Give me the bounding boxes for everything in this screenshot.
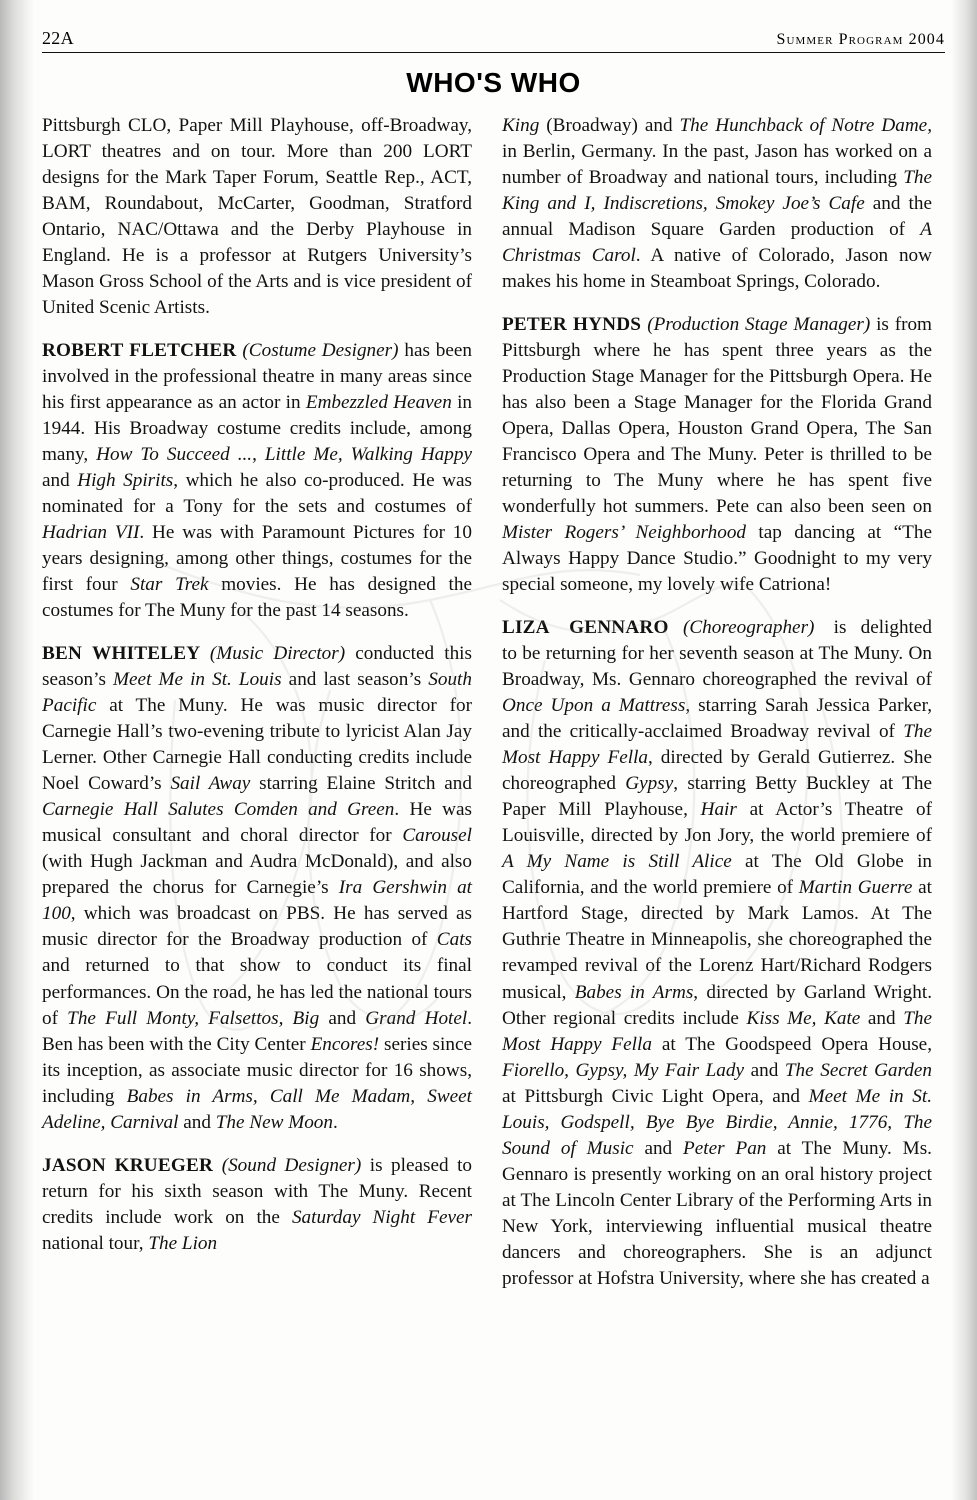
body-text: . bbox=[333, 1111, 338, 1133]
title-italic: Meet Me in St. Louis bbox=[113, 669, 282, 691]
body-text: series since its inception, as associate music director for 16 shows, including bbox=[42, 1033, 472, 1107]
title-italic: Gypsy bbox=[625, 773, 674, 795]
person-name: ROBERT FLETCHER bbox=[42, 340, 243, 362]
person-name: LIZA GENNARO bbox=[502, 617, 683, 639]
body-text: and last season’s bbox=[281, 669, 429, 691]
body-text: , which was broadcast on PBS. He has served as music director for the Broadway production of bbox=[42, 903, 472, 951]
bio-paragraph bbox=[502, 615, 932, 1291]
body-text: , directed by Garland Wright. Other regional credits include bbox=[502, 981, 932, 1029]
title-italic: Hair bbox=[700, 799, 737, 821]
body-text: at Hartford Stage, directed by Mark Lamos. At The Guthrie Theatre in Minneapolis, she choreographed the revamped revival of the Lorenz Hart/Richard Rodgers musical, bbox=[502, 877, 932, 1003]
body-text: . He was musical consultant and choral director for bbox=[42, 799, 473, 847]
title-italic: Encores! bbox=[310, 1033, 380, 1055]
person-name: PETER HYNDS bbox=[502, 314, 648, 336]
title-italic: (Production Stage Manager) bbox=[647, 314, 871, 336]
title-italic: The King and I, Indiscretions, Smokey Joe’s Cafe bbox=[502, 167, 932, 215]
body-text: starring Elaine Stritch and bbox=[250, 773, 472, 795]
body-text: and bbox=[860, 1007, 904, 1029]
body-text: , directed by Gerald Gutierrez. She choreographed bbox=[502, 747, 932, 795]
title-italic: King bbox=[502, 115, 540, 136]
body-text: national tour, bbox=[42, 1232, 149, 1254]
title-italic: Carousel bbox=[402, 825, 472, 847]
title-italic: The New Moon bbox=[215, 1111, 333, 1133]
bio-paragraph bbox=[42, 338, 472, 624]
body-text: at The Muny. Ms. Gennaro is presently working on an oral history project at The Lincoln Center Library of the Performing Arts in New York, interviewing influential musical theatre dancers and choreographers. She is an adjunct professor at Hofstra University, where she has created a bbox=[502, 1137, 932, 1289]
bio-paragraph bbox=[42, 113, 472, 321]
body-text: and bbox=[319, 1007, 366, 1029]
running-head bbox=[42, 28, 945, 53]
title-italic: (Sound Designer) bbox=[221, 1154, 362, 1176]
two-column-body bbox=[42, 113, 945, 1292]
person-name: JASON KRUEGER bbox=[42, 1154, 222, 1176]
title-italic: Cats bbox=[436, 929, 472, 951]
title-italic: How To Succeed ... bbox=[96, 444, 253, 466]
title-italic: Mister Rogers’ Neighborhood bbox=[502, 522, 747, 544]
title-italic: A My Name is Still Alice bbox=[502, 851, 732, 873]
title-italic: Meet Me in St. Louis, Godspell, Bye Bye Birdie, Annie, 1776, The Sound of Music bbox=[502, 1085, 932, 1159]
body-text: (with Hugh Jackman and Audra McDonald), and also prepared the chorus for Carnegie’s bbox=[42, 851, 472, 899]
title-italic: Peter Pan bbox=[683, 1137, 767, 1159]
body-text: conducted this season’s bbox=[42, 643, 472, 691]
body-text: in Berlin, Germany. In the past, Jason has worked on a number of Broadway and national tours, including bbox=[502, 141, 932, 189]
title-italic: Babes in Arms bbox=[574, 981, 694, 1003]
title-italic: Grand Hotel bbox=[365, 1007, 468, 1029]
bio-paragraph bbox=[502, 312, 932, 598]
title-italic: Ira Gershwin at 100 bbox=[42, 877, 472, 925]
title-italic: The Most Happy Fella bbox=[502, 721, 932, 769]
bio-paragraph bbox=[42, 1153, 472, 1257]
column-left bbox=[42, 113, 472, 1257]
title-italic: Fiorello, Gypsy, My Fair Lady bbox=[502, 1059, 744, 1081]
page-title: WHO'S WHO bbox=[406, 67, 581, 98]
body-text: . A native of Colorado, Jason now makes his home in Steamboat Springs, Colorado. bbox=[502, 245, 932, 293]
issue-label: Summer Program 2004 bbox=[776, 31, 945, 48]
bio-paragraph bbox=[502, 113, 932, 295]
bio-paragraph bbox=[42, 641, 472, 1135]
title-italic: Kiss Me, Kate bbox=[746, 1007, 861, 1029]
title-italic: Hadrian VII bbox=[42, 522, 140, 544]
body-text: , starring Sarah Jessica Parker, and the critically-acclaimed Broadway revival of bbox=[502, 695, 932, 743]
page-number: 22A bbox=[42, 28, 74, 48]
body-text: at The Muny. He was music director for Carnegie Hall’s two-evening tribute to lyricist Alan Jay Lerner. Other Carnegie Hall conducting credits include Noel Coward’s bbox=[42, 695, 472, 795]
title-italic: (Costume Designer) bbox=[242, 340, 399, 362]
title-italic: Saturday Night Fever bbox=[291, 1206, 472, 1228]
body-text: at Pittsburgh Civic Light Opera, and bbox=[502, 1085, 809, 1107]
body-text: , bbox=[252, 444, 265, 466]
title-italic: The Full Monty, Falsettos, Big bbox=[67, 1007, 320, 1029]
body-text: movies. He has designed the costumes for The Muny for the past 14 seasons. bbox=[42, 574, 472, 622]
title-italic: (Music Director) bbox=[209, 643, 346, 665]
title-italic: The Secret Garden bbox=[784, 1059, 932, 1081]
body-text: and bbox=[633, 1137, 684, 1159]
column-right bbox=[502, 113, 932, 1292]
page-content bbox=[42, 28, 945, 1490]
body-text: has been involved in the professional theatre in many areas since his first appearance as an actor in bbox=[42, 340, 472, 414]
title-italic: Carnegie Hall Salutes Comden and Green bbox=[42, 799, 395, 821]
body-text: (Broadway) and bbox=[539, 115, 680, 136]
title-italic: The Hunchback of Notre Dame, bbox=[679, 115, 932, 136]
body-text: . Ben has been with the City Center bbox=[42, 1007, 473, 1055]
title-italic: Once Upon a Mattress bbox=[502, 695, 686, 717]
body-text: and bbox=[178, 1111, 216, 1133]
title-italic: A Christmas Carol bbox=[502, 219, 932, 267]
title-italic: Star Trek bbox=[130, 574, 209, 596]
title-italic: The Most Happy Fella bbox=[502, 1007, 932, 1055]
body-text: Pittsburgh CLO, Paper Mill Playhouse, off-Broadway, LORT theatres and on tour. More than 200 LORT designs for the Mark Taper Forum, Seattle Rep., ACT, BAM, Roundabout, McCarter, Goodman, Stratford Ontario, NAC/Ottawa and the Derby Playhouse in England. He is a professor at Rutgers University’s Mason Gross School of the Arts and is vice president of United Scenic Artists. bbox=[42, 115, 472, 319]
body-text: . He was with Paramount Pictures for 10 years designing, among other things, costumes for the first four bbox=[42, 522, 472, 596]
body-text: tap dancing at “The Always Happy Dance Studio.” Goodnight to my very special someone, my lovely wife Catriona! bbox=[502, 522, 932, 596]
body-text: , which he also co-produced. He was nominated for a Tony for the sets and costumes of bbox=[42, 470, 472, 518]
person-name: BEN WHITELEY bbox=[42, 643, 210, 665]
title-italic: Embezzled Heaven bbox=[305, 392, 452, 414]
body-text: in 1944. His Broadway costume credits include, among many, bbox=[42, 392, 472, 466]
title-italic: The Lion bbox=[148, 1232, 218, 1254]
title-italic: Sail Away bbox=[170, 773, 251, 795]
body-text: is from Pittsburgh where he has spent three years as the Production Stage Manager for the Pittsburgh Opera. He has also been a Stage Manager for the Florida Grand Opera, Dallas Opera, Houston Grand Opera, The San Francisco Opera and The Muny. Peter is thrilled to be returning to The Muny where he has spent five wonderfully hot summers. Pete can also been seen on bbox=[502, 314, 932, 518]
body-text: at Actor’s Theatre of Louisville, directed by Jon Jory, the world premiere of bbox=[502, 799, 932, 847]
body-text: and bbox=[744, 1059, 785, 1081]
body-text: is delighted to be returning for her seventh season at The Muny. On Broadway, Ms. Gennaro choreographed the revival of bbox=[502, 617, 933, 691]
body-text: at The Goodspeed Opera House, bbox=[651, 1033, 932, 1055]
body-text: is pleased to return for his sixth season with The Muny. Recent credits include work on the bbox=[42, 1154, 472, 1228]
body-text: at The Old Globe in California, and the world premiere of bbox=[502, 851, 932, 899]
title-italic: Babes in Arms, Call Me Madam, Sweet Adeline, Carnival bbox=[42, 1085, 472, 1133]
body-text: , starring Betty Buckley at The Paper Mill Playhouse, bbox=[502, 773, 932, 821]
body-text: and the annual Madison Square Garden production of bbox=[502, 193, 932, 241]
title-italic: South Pacific bbox=[42, 669, 472, 717]
title-italic: Little Me, Walking Happy bbox=[264, 444, 472, 466]
title-italic: High Spirits bbox=[77, 470, 174, 492]
body-text: and returned to that show to conduct its final performances. On the road, he has led the national tours of bbox=[42, 955, 472, 1029]
body-text: and bbox=[42, 470, 78, 492]
title-italic: Martin Guerre bbox=[798, 877, 913, 899]
title-italic: (Choreographer) bbox=[682, 617, 815, 639]
